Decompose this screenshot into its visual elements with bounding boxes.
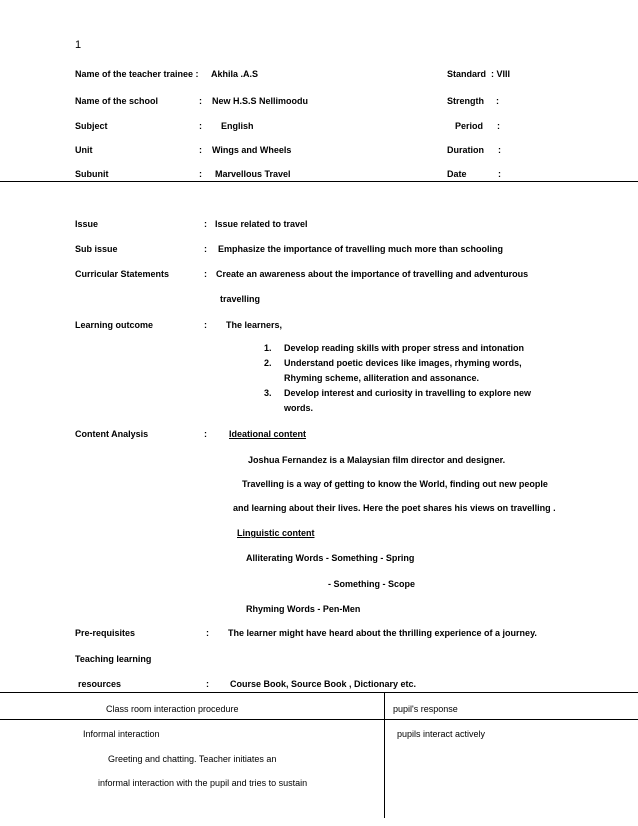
header-divider [0,181,638,182]
date-colon: : [498,169,501,179]
subissue-value: Emphasize the importance of travelling much more than schooling [218,244,504,254]
period-colon: : [497,121,500,131]
curricular-value-1: Create an awareness about the importance of travelling and adventurous [216,269,529,279]
school-value: New H.S.S Nellimoodu [212,96,309,106]
row-title-informal: Informal interaction [83,729,160,739]
ideational-line-3: and learning about their lives. Here the poet shares his views on travelling . [233,503,556,513]
subissue-label: Sub issue [75,244,118,254]
resources-colon: : [206,679,209,689]
outcome-text: Rhyming scheme, alliteration and assonance. [284,373,480,383]
standard-value: : VIII [491,69,511,79]
col-header-procedure: Class room interaction procedure [106,704,239,714]
content-label: Content Analysis [75,429,149,439]
prereq-label: Pre-requisites [75,628,136,638]
issue-colon: : [204,219,207,229]
outcome-num: 1. [264,343,272,353]
school-label: Name of the school [75,96,159,106]
subunit-value: Marvellous Travel [215,169,291,179]
linguistic-heading: Linguistic content [237,528,315,538]
subunit-label: Subunit [75,169,109,179]
teacher-label: Name of the teacher trainee : [75,69,199,79]
subject-colon: : [199,121,202,131]
row-procedure-line-1: Greeting and chatting. Teacher initiates an [108,754,277,764]
outcome-text: Develop reading skills with proper stress and intonation [284,343,525,353]
unit-colon: : [199,145,202,155]
curricular-label: Curricular Statements [75,269,170,279]
outcome-intro: The learners, [226,320,283,330]
period-label: Period [455,121,484,131]
duration-label: Duration [447,145,484,155]
subunit-colon: : [199,169,202,179]
outcome-num: 3. [264,388,272,398]
strength-label: Strength [447,96,484,106]
school-colon: : [199,96,202,106]
col-header-response: pupil's response [393,704,458,714]
row-procedure-line-2: informal interaction with the pupil and tries to sustain [98,778,308,788]
strength-colon: : [496,96,499,106]
table-top-border [0,692,638,693]
resources-value: Course Book, Source Book , Dictionary etc. [230,679,417,689]
teacher-value: Akhila .A.S [211,69,259,79]
issue-value: Issue related to travel [215,219,308,229]
outcome-text: Understand poetic devices like images, rhyming words, [284,358,522,368]
curricular-colon: : [204,269,207,279]
row-response-informal: pupils interact actively [397,729,486,739]
content-colon: : [204,429,207,439]
ideational-line-2: Travelling is a way of getting to know the World, finding out new people [242,479,548,489]
outcome-text: Develop interest and curiosity in travelling to explore new [284,388,532,398]
ideational-heading: Ideational content [229,429,307,439]
outcome-label: Learning outcome [75,320,154,330]
alliterating-line-1: Alliterating Words - Something - Spring [246,553,415,563]
outcome-num: 2. [264,358,272,368]
issue-label: Issue [75,219,99,229]
date-label: Date [447,169,467,179]
unit-label: Unit [75,145,93,155]
table-column-divider [384,692,385,818]
page-number: 1 [75,39,82,51]
rhyming-line: Rhyming Words - Pen-Men [246,604,361,614]
resources-label-1: Teaching learning [75,654,152,664]
prereq-colon: : [206,628,209,638]
outcome-text: words. [284,403,314,413]
prereq-value: The learner might have heard about the thrilling experience of a journey. [228,628,537,638]
unit-value: Wings and Wheels [212,145,292,155]
standard-label: Standard [447,69,487,79]
duration-colon: : [498,145,501,155]
ideational-line-1: Joshua Fernandez is a Malaysian film director and designer. [248,455,506,465]
subject-value: English [221,121,254,131]
table-header-border [0,719,638,720]
alliterating-line-2: - Something - Scope [328,579,416,589]
subissue-colon: : [204,244,207,254]
subject-label: Subject [75,121,108,131]
resources-label-2: resources [78,679,122,689]
outcome-colon: : [204,320,207,330]
curricular-value-2: travelling [220,294,261,304]
